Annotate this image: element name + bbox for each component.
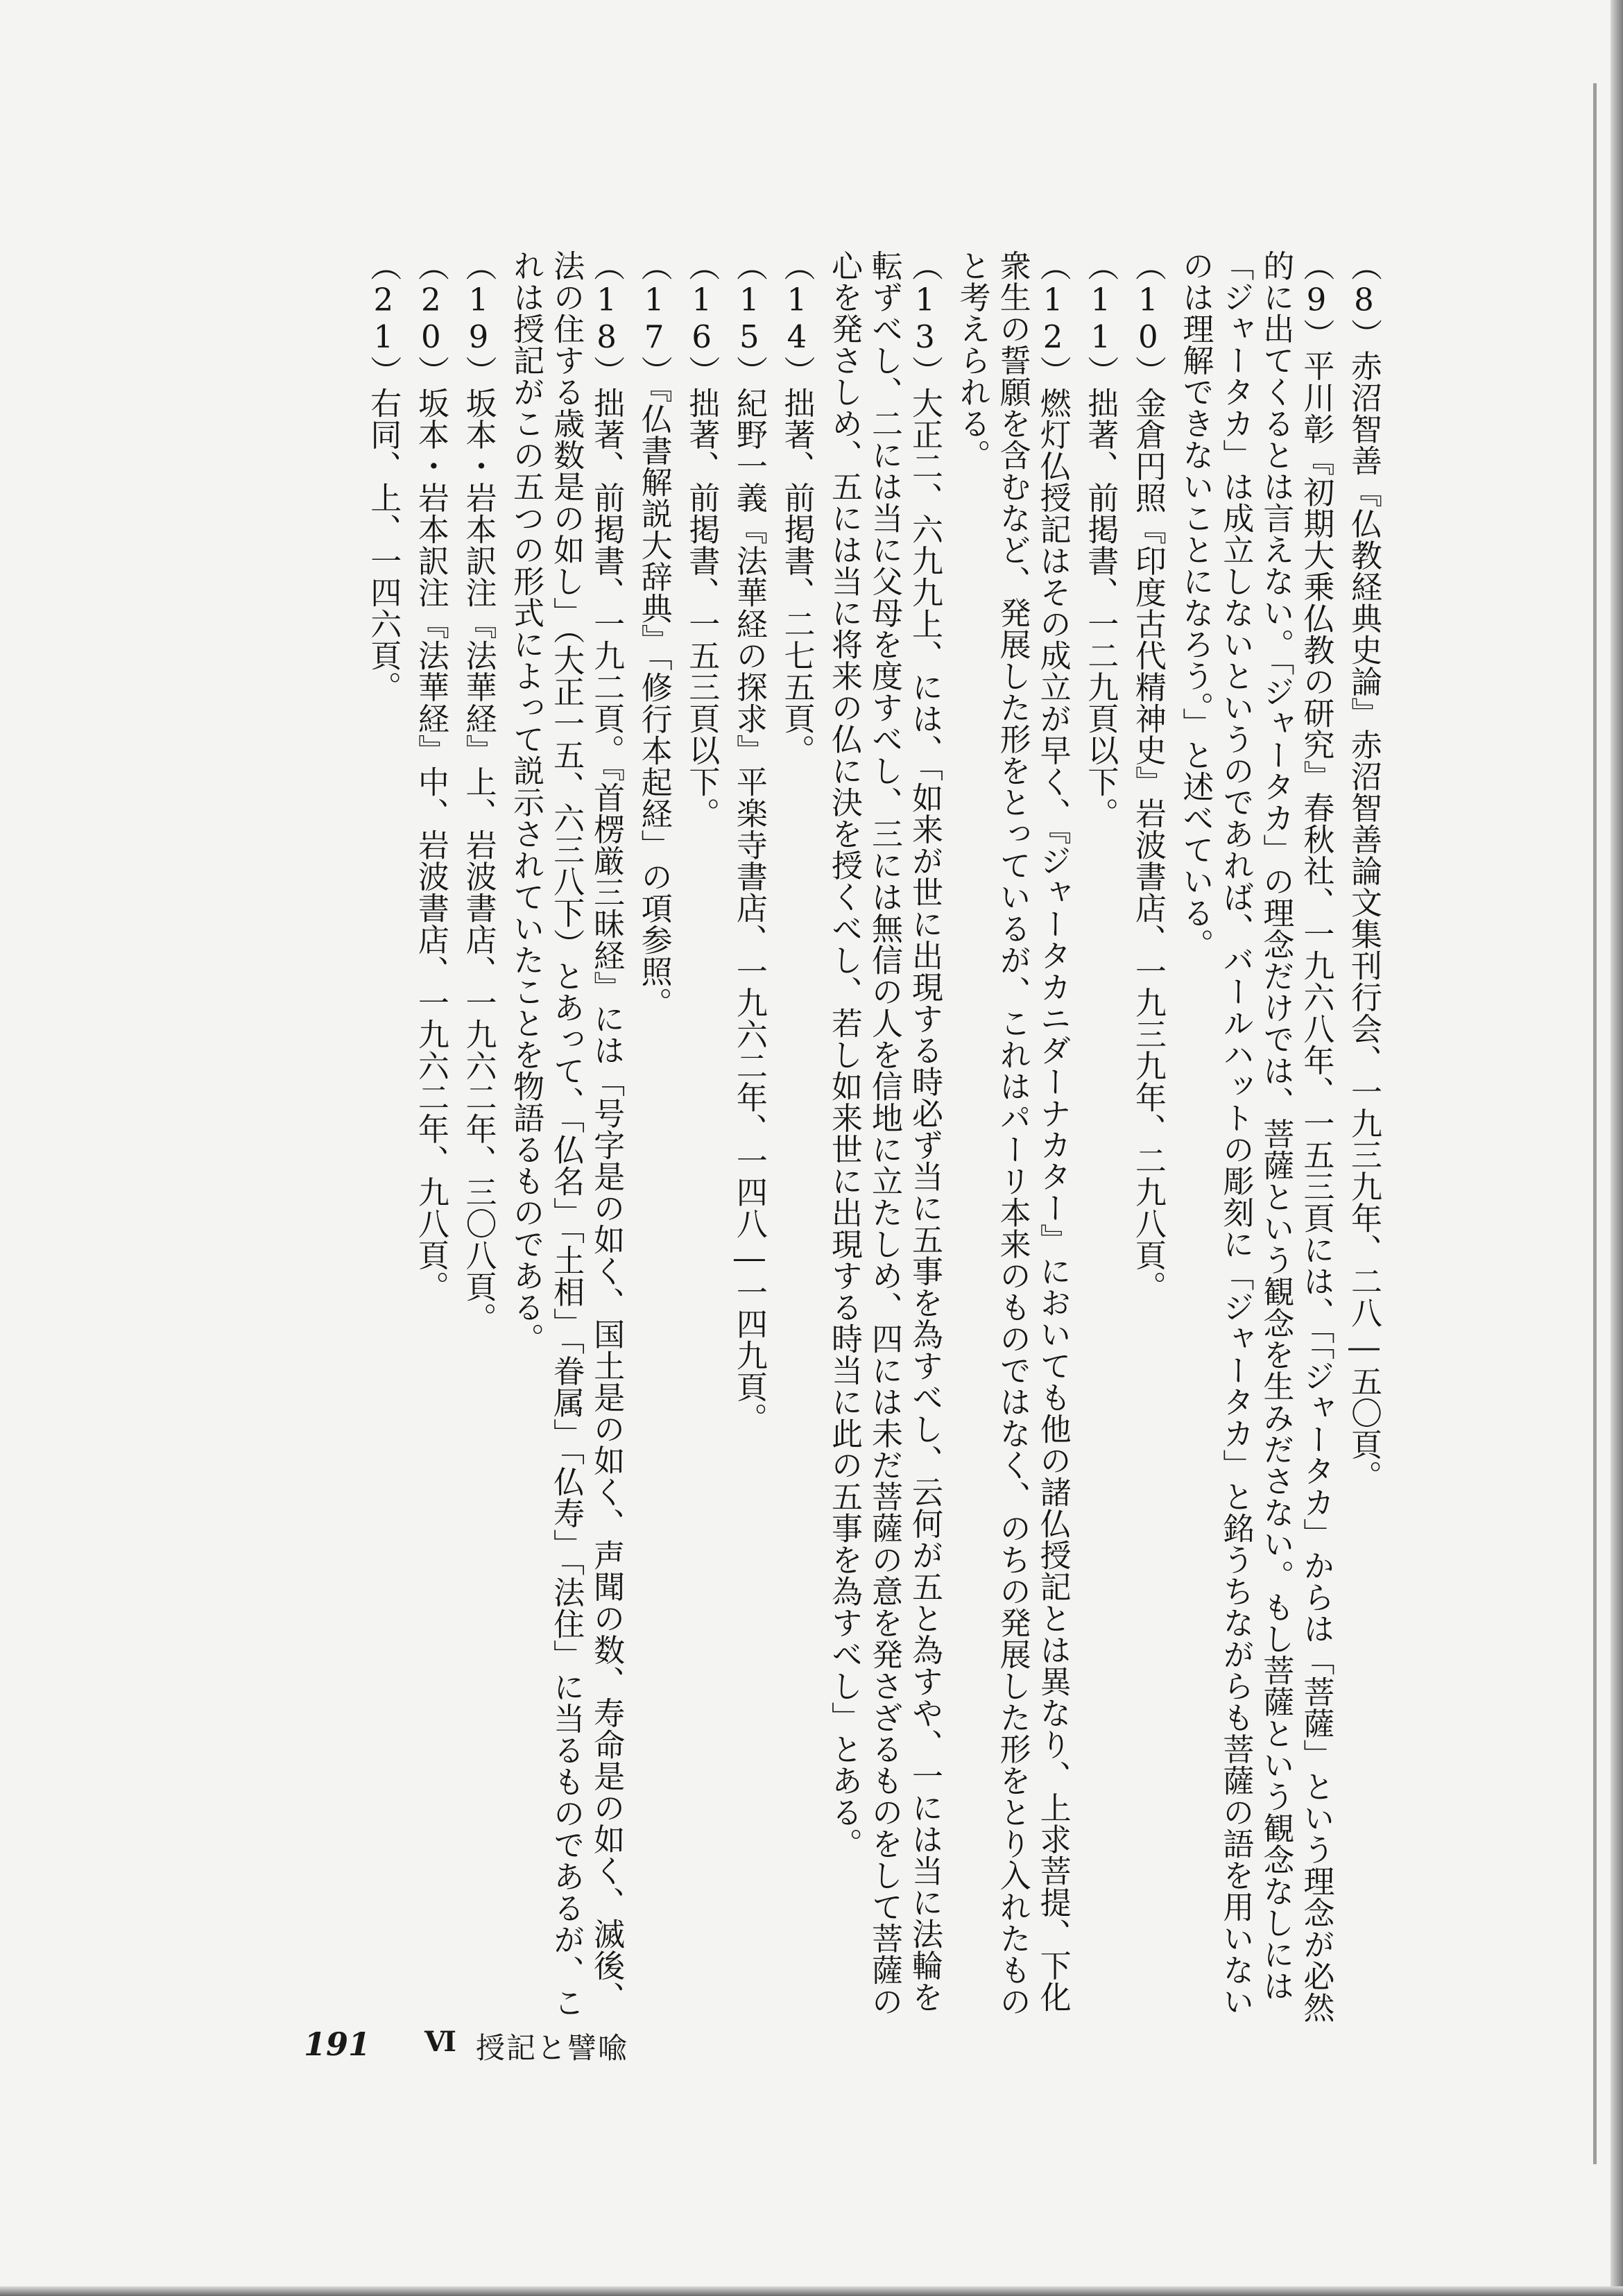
page-bottom-edge [0, 2286, 1623, 2296]
footnote-marker: （12） [1034, 250, 1072, 387]
footnote-text: 坂本・岩本訳注『法華経』中、岩波書店、一九六二年、九八頁。 [412, 387, 449, 1303]
footnote-marker: （14） [778, 250, 816, 387]
footnote-marker: （19） [460, 250, 497, 387]
footnote [363, 250, 403, 2025]
footnote-text: 燃灯仏授記はその成立が早く、『ジャータカニダーナカター』においても他の諸仏授記とは異なり、上求菩提、下化衆生の誓願を含むなど、発展した形をとっているが、これはパーリ本来のものではなく、のちの発展した形をとり入れたものと考えられる。 [954, 250, 1072, 2017]
footnote-text: 金倉円照『印度古代精神史』岩波書店、一九三九年、二九八頁。 [1129, 387, 1167, 1303]
footnote [1128, 250, 1168, 2025]
footnote-text: 紀野一義『法華経の探求』平楽寺書店、一九六二年、一四八―一四九頁。 [730, 387, 768, 1434]
footnote-marker: （16） [683, 250, 721, 387]
footnote [634, 250, 674, 2025]
footnote [1343, 250, 1384, 2025]
footnote [824, 250, 945, 2025]
footnote [1175, 250, 1336, 2025]
footnotes-block [363, 250, 1384, 2025]
footnote [776, 250, 816, 2025]
footnote-marker: （10） [1129, 250, 1167, 387]
footnote [458, 250, 498, 2025]
footnote-text: 右同、上、一四六頁。 [365, 387, 402, 703]
footnote-marker: （20） [412, 250, 449, 387]
footnote-marker: （11） [1082, 250, 1119, 387]
chapter-number: Ⅵ [424, 2025, 456, 2058]
footnote-marker: （8） [1346, 250, 1382, 350]
footnote [506, 250, 626, 2025]
footnote-marker: （21） [365, 250, 402, 387]
footnote-text: 赤沼智善『仏教経典史論』赤沼智善論文集刊行会、一九三九年、二八―五〇頁。 [1346, 350, 1382, 1492]
footnote [952, 250, 1073, 2025]
footnote-text: 拙著、前掲書、一二九頁以下。 [1082, 387, 1119, 829]
footnote [1080, 250, 1120, 2025]
footnote-text: 平川彰『初期大乗仏教の研究』春秋社、一九六八年、一五三頁には、「「ジャータカ」からは「菩薩」という理念が必然的に出てくるとは言えない。「ジャータカ」の理念だけでは、菩薩という観念を生みださない。もし菩薩という観念なしには「ジャータカ」は成立しないというのであれば、バールハットの彫刻に「ジャータカ」と銘うちながらも菩薩の語を用いないのは理解できないことになろう。」と述べている。 [1177, 250, 1335, 2023]
footnote-text: 大正二、六九九上、には、「如来が世に出現する時必ず当に五事を為すべし、云何が五と為すや、一には当に法輪を転ずべし、二には当に父母を度すべし、三には無信の人を信地に立たしめ、四には未だ菩薩の意を発さざるものをして菩薩の心を発さしめ、五には当に将来の仏に決を授くべし、若し如来世に出現する時当に此の五事を為すべし」とある。 [826, 250, 944, 2017]
footnote-marker: （17） [635, 250, 673, 387]
footnote [681, 250, 721, 2025]
footnote-text: 坂本・岩本訳注『法華経』上、岩波書店、一九六二年、三〇八頁。 [460, 387, 497, 1334]
footnote-text: 拙著、前掲書、二七五頁。 [778, 387, 816, 766]
footnote [411, 250, 451, 2025]
footnote-marker: （13） [907, 250, 944, 387]
page-edge-shadow [1611, 0, 1623, 2296]
footnote-text: 『仏書解説大辞典』「修行本起経」の項参照。 [635, 387, 673, 1019]
chapter-title: 授記と譬喩 [476, 2031, 629, 2065]
page-footer [0, 2025, 1623, 2095]
page-number: 191 [304, 2025, 371, 2063]
footnote-text: 拙著、前掲書、一九二頁。『首楞厳三昧経』には「号字是の如く、国土是の如く、声聞の数、寿命是の如く、滅後、法の住する歳数是の如し」（大正一五、六三八下）とあって、「仏名」「土相」「眷属」「仏寿」「法住」に当るものであるが、これは授記がこの五つの形式によって説示されていたことを物語るものである。 [508, 250, 626, 2019]
footnote-marker: （18） [588, 250, 626, 387]
footnote-text: 拙著、前掲書、一五三頁以下。 [683, 387, 721, 829]
footnote-marker: （9） [1298, 250, 1335, 350]
footnote [729, 250, 769, 2025]
footnote-marker: （15） [730, 250, 768, 387]
binding-line [1593, 83, 1597, 2164]
